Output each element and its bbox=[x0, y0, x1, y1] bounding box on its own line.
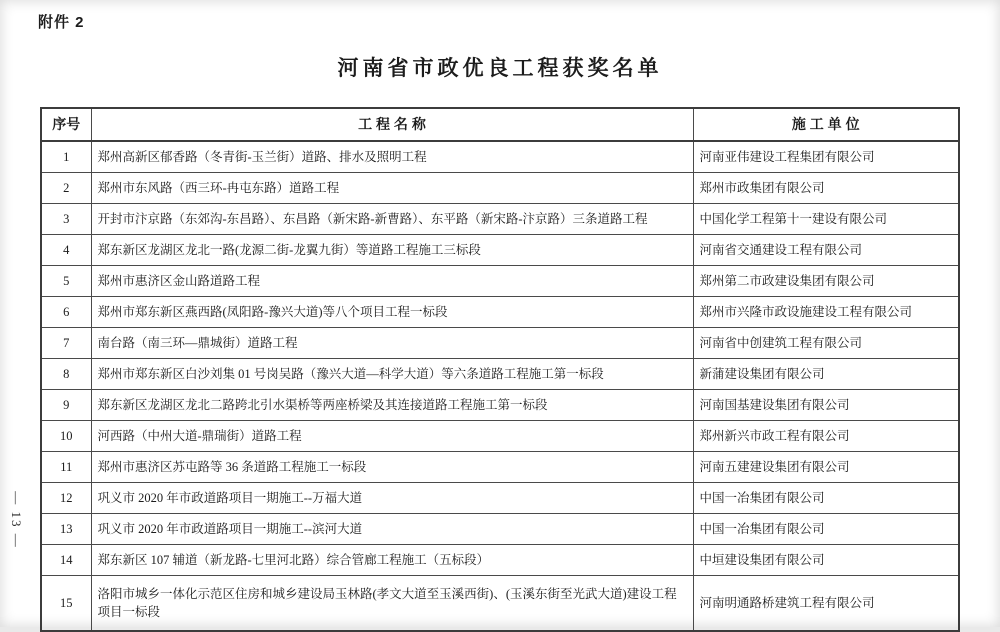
row-index: 4 bbox=[41, 235, 91, 266]
row-index: 3 bbox=[41, 204, 91, 235]
table-row bbox=[41, 359, 959, 390]
project-name: 郑东新区龙湖区龙北一路(龙源二街-龙翼九街）等道路工程施工三标段 bbox=[91, 235, 693, 266]
project-name: 洛阳市城乡一体化示范区住房和城乡建设局玉林路(孝文大道至玉溪西街)、(玉溪东街至光武大道)建设工程项目一标段 bbox=[91, 576, 693, 632]
row-index: 6 bbox=[41, 297, 91, 328]
page-number: — 13 — bbox=[9, 491, 24, 549]
table-row bbox=[41, 141, 959, 173]
construction-unit: 河南国基建设集团有限公司 bbox=[693, 390, 959, 421]
project-name: 郑东新区龙湖区龙北二路跨北引水渠桥等两座桥梁及其连接道路工程施工第一标段 bbox=[91, 390, 693, 421]
row-index: 2 bbox=[41, 173, 91, 204]
project-name: 郑东新区 107 辅道（新龙路-七里河北路）综合管廊工程施工（五标段） bbox=[91, 545, 693, 576]
table-row bbox=[41, 390, 959, 421]
project-name: 巩义市 2020 年市政道路项目一期施工--万福大道 bbox=[91, 483, 693, 514]
project-name: 南台路（南三环—鼎城街）道路工程 bbox=[91, 328, 693, 359]
table-header-row bbox=[41, 108, 959, 141]
row-index: 10 bbox=[41, 421, 91, 452]
table-row bbox=[41, 483, 959, 514]
construction-unit: 郑州市兴隆市政设施建设工程有限公司 bbox=[693, 297, 959, 328]
project-name: 郑州市惠济区金山路道路工程 bbox=[91, 266, 693, 297]
row-index: 9 bbox=[41, 390, 91, 421]
award-table bbox=[40, 107, 960, 632]
construction-unit: 郑州新兴市政工程有限公司 bbox=[693, 421, 959, 452]
construction-unit: 郑州第二市政建设集团有限公司 bbox=[693, 266, 959, 297]
project-name: 河西路（中州大道-鼎瑞街）道路工程 bbox=[91, 421, 693, 452]
construction-unit: 河南五建建设集团有限公司 bbox=[693, 452, 959, 483]
table-row bbox=[41, 452, 959, 483]
row-index: 5 bbox=[41, 266, 91, 297]
construction-unit: 中国一冶集团有限公司 bbox=[693, 514, 959, 545]
construction-unit: 河南省交通建设工程有限公司 bbox=[693, 235, 959, 266]
table-row bbox=[41, 545, 959, 576]
header-index: 序号 bbox=[41, 108, 91, 141]
header-project-name: 工 程 名 称 bbox=[91, 108, 693, 141]
table-row bbox=[41, 204, 959, 235]
row-index: 15 bbox=[41, 576, 91, 632]
page-title: 河南省市政优良工程获奖名单 bbox=[337, 57, 663, 80]
construction-unit: 河南省中创建筑工程有限公司 bbox=[693, 328, 959, 359]
row-index: 13 bbox=[41, 514, 91, 545]
construction-unit: 新蒲建设集团有限公司 bbox=[693, 359, 959, 390]
row-index: 11 bbox=[41, 452, 91, 483]
construction-unit: 河南亚伟建设工程集团有限公司 bbox=[693, 141, 959, 173]
table-row bbox=[41, 514, 959, 545]
table-row bbox=[41, 235, 959, 266]
table-row bbox=[41, 421, 959, 452]
attachment-label: 附件 2 bbox=[38, 14, 85, 31]
row-index: 7 bbox=[41, 328, 91, 359]
project-name: 郑州市惠济区苏屯路等 36 条道路工程施工一标段 bbox=[91, 452, 693, 483]
project-name: 郑州高新区郁香路（冬青街-玉兰街）道路、排水及照明工程 bbox=[91, 141, 693, 173]
header-construction-unit: 施 工 单 位 bbox=[693, 108, 959, 141]
row-index: 14 bbox=[41, 545, 91, 576]
project-name: 巩义市 2020 年市政道路项目一期施工--滨河大道 bbox=[91, 514, 693, 545]
table-row bbox=[41, 173, 959, 204]
project-name: 郑州市郑东新区白沙刘集 01 号岗吴路（豫兴大道—科学大道）等六条道路工程施工第一标段 bbox=[91, 359, 693, 390]
construction-unit: 河南明通路桥建筑工程有限公司 bbox=[693, 576, 959, 632]
table-row bbox=[41, 266, 959, 297]
construction-unit: 中国化学工程第十一建设有限公司 bbox=[693, 204, 959, 235]
row-index: 8 bbox=[41, 359, 91, 390]
row-index: 12 bbox=[41, 483, 91, 514]
table-row bbox=[41, 576, 959, 632]
table-row bbox=[41, 328, 959, 359]
project-name: 郑州市东风路（西三环-冉屯东路）道路工程 bbox=[91, 173, 693, 204]
construction-unit: 中国一冶集团有限公司 bbox=[693, 483, 959, 514]
construction-unit: 中垣建设集团有限公司 bbox=[693, 545, 959, 576]
row-index: 1 bbox=[41, 141, 91, 173]
project-name: 郑州市郑东新区燕西路(凤阳路-豫兴大道)等八个项目工程一标段 bbox=[91, 297, 693, 328]
table-row bbox=[41, 297, 959, 328]
project-name: 开封市汴京路（东郊沟-东昌路）、东昌路（新宋路-新曹路）、东平路（新宋路-汴京路）三条道路工程 bbox=[91, 204, 693, 235]
construction-unit: 郑州市政集团有限公司 bbox=[693, 173, 959, 204]
